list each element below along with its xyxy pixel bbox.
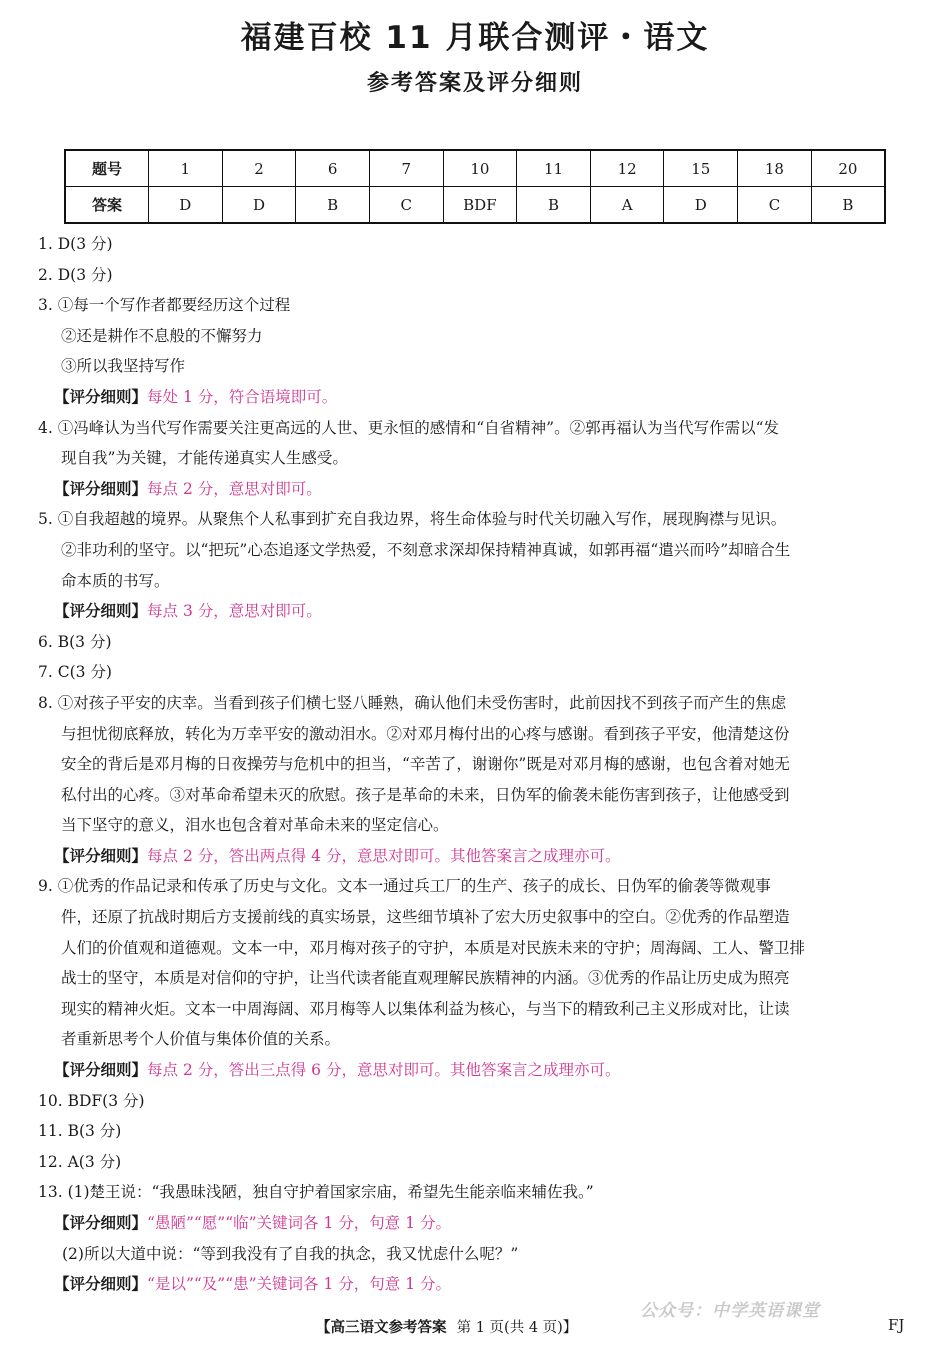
answer-line: 当下坚守的意义，泪水也包含着对革命未来的坚定信心。 xyxy=(61,816,449,835)
answer-line: 11. B(3 分) xyxy=(38,1122,122,1141)
footer-label xyxy=(316,1316,577,1337)
answer-line: 私付出的心疼。③对革命希望未灭的欣慰。孩子是革命的未来，日伪军的偷袭未能伤害到孩子，让他感受到 xyxy=(61,785,790,804)
scoring-rule-text: 每处 1 分，符合语境即可。 xyxy=(147,387,338,406)
answer-cell: BDF xyxy=(443,187,517,224)
answer-line: ③所以我坚持写作 xyxy=(61,357,186,376)
answer-cell: A xyxy=(590,187,664,224)
scoring-rule-text: “愚陋”“愿”“临”关键词各 1 分，句意 1 分。 xyxy=(147,1214,451,1232)
scoring-rule xyxy=(38,1208,914,1239)
answer-line: 2. D(3 分) xyxy=(38,265,113,284)
watermark: 公众号：中学英语课堂 xyxy=(640,1301,820,1321)
scoring-rule-label: 【评分细则】 xyxy=(54,479,148,498)
answer-cell: B xyxy=(296,187,370,224)
answer-line: 10. BDF(3 分) xyxy=(38,1091,145,1110)
question-number-row xyxy=(65,150,885,187)
answer-line: ②非功利的坚守。以“把玩”心态追逐文学热爱，不刻意求深却保持精神真诚，如郭再福“遣兴而吟”却暗合生 xyxy=(61,540,791,559)
answer-line: 与担忧彻底释放，转化为万幸平安的激动泪水。②对邓月梅付出的心疼与感谢。看到孩子平安，他清楚这份 xyxy=(61,724,790,743)
scoring-rule-label: 【评分细则】 xyxy=(54,602,148,621)
region-code: FJ xyxy=(888,1316,905,1334)
question-number-cell: 12 xyxy=(590,150,664,187)
question-number-cell: 11 xyxy=(517,150,591,187)
row-label-answer: 答案 xyxy=(65,187,149,224)
answer-line: ②还是耕作不息般的不懈努力 xyxy=(61,326,263,345)
footer-doc-name: 【高三语文参考答案 xyxy=(316,1320,447,1336)
answer-line: 8. ①对孩子平安的庆幸。当看到孩子们横七竖八睡熟，确认他们未受伤害时，此前因找不到孩子而产生的焦虑 xyxy=(38,693,787,712)
question-number-cell: 10 xyxy=(443,150,517,187)
question-number-cell: 2 xyxy=(222,150,296,187)
scoring-rule-label: 【评分细则】 xyxy=(54,1275,148,1294)
scoring-rule-text: 每点 2 分，意思对即可。 xyxy=(147,479,322,498)
answer-line: 3. ①每一个写作者都要经历这个过程 xyxy=(38,296,291,315)
answer-cell: C xyxy=(369,187,443,224)
question-number-cell: 1 xyxy=(149,150,223,187)
answer-line: 现实的精神火炬。文本一中周海阔、邓月梅等人以集体利益为核心，与当下的精致利己主义形成对比，让读 xyxy=(61,999,790,1018)
answer-cell: B xyxy=(517,187,591,224)
answer-line: 4. ①冯峰认为当代写作需要关注更高远的人世、更永恒的感情和“自省精神”。②郭再福认为当代写作需以“发 xyxy=(38,418,779,437)
scoring-rule-label: 【评分细则】 xyxy=(54,1214,148,1232)
answer-cell: D xyxy=(222,187,296,224)
scoring-rule-text: 每点 3 分，意思对即可。 xyxy=(147,602,322,621)
scoring-rule-label: 【评分细则】 xyxy=(54,1061,148,1080)
answer-cell: C xyxy=(738,187,812,224)
question-number-cell: 15 xyxy=(664,150,738,187)
answer-row xyxy=(65,187,885,224)
answer-line: 人们的价值观和道德观。文本一中，邓月梅对孩子的守护，本质是对民族未来的守护；周海阔、工人、警卫排 xyxy=(61,938,806,957)
question-number-cell: 20 xyxy=(811,150,885,187)
answer-line: 者重新思考个人价值与集体价值的关系。 xyxy=(61,1030,341,1049)
answer-line: 现自我”为关键，才能传递真实人生感受。 xyxy=(61,449,348,468)
scoring-rule-text: 每点 2 分，答出三点得 6 分，意思对即可。其他答案言之成理亦可。 xyxy=(147,1061,621,1080)
scoring-rule-text: 每点 2 分，答出两点得 4 分，意思对即可。其他答案言之成理亦可。 xyxy=(147,846,621,865)
answer-cell: B xyxy=(811,187,885,224)
answer-line: 13. (1)楚王说：“我愚昧浅陋，独自守护着国家宗庙，希望先生能亲临来辅佐我。” xyxy=(38,1183,594,1202)
scoring-rule xyxy=(38,474,914,505)
row-label-question-number: 题号 xyxy=(65,150,149,187)
answer-line: 命本质的书写。 xyxy=(61,571,170,590)
question-number-cell: 6 xyxy=(296,150,370,187)
question-number-cell: 18 xyxy=(738,150,812,187)
document-title: 福建百校 11 月联合测评・语文 xyxy=(240,20,710,56)
scoring-rule xyxy=(38,596,914,627)
answer-line: 战士的坚守，本质是对信仰的守护，让当代读者能直观理解民族精神的内涵。③优秀的作品让历史成为照亮 xyxy=(61,969,790,988)
scoring-rule-label: 【评分细则】 xyxy=(54,846,148,865)
page-footer xyxy=(0,1301,950,1342)
answer-line: 12. A(3 分) xyxy=(38,1152,122,1171)
answer-line: 9. ①优秀的作品记录和传承了历史与文化。文本一通过兵工厂的生产、孩子的成长、日伪军的偷袭等微观事 xyxy=(38,877,771,896)
answer-line: 安全的背后是邓月梅的日夜操劳与危机中的担当，“辛苦了，谢谢你”既是对邓月梅的感谢，也包含着对她无 xyxy=(61,755,790,774)
scoring-rule xyxy=(38,841,914,872)
answer-line: 6. B(3 分) xyxy=(38,632,112,651)
answer-line: 7. C(3 分) xyxy=(38,663,112,682)
page-number: 第 1 页(共 4 页)】 xyxy=(456,1320,578,1336)
scoring-rule-text: “是以”“及”“患”关键词各 1 分，句意 1 分。 xyxy=(147,1275,451,1294)
answer-line: 5. ①自我超越的境界。从聚焦个人私事到扩充自我边界，将生命体验与时代关切融入写作，展现胸襟与见识。 xyxy=(38,510,787,529)
answer-cell: D xyxy=(664,187,738,224)
answer-cell: D xyxy=(149,187,223,224)
answer-table xyxy=(64,149,886,224)
answer-line: (2)所以大道中说：“等到我没有了自我的执念，我又忧虑什么呢？” xyxy=(62,1244,519,1263)
scoring-rule xyxy=(38,1055,914,1086)
document-subtitle: 参考答案及评分细则 xyxy=(366,71,583,96)
answer-line: 1. D(3 分) xyxy=(38,235,113,253)
answer-line: 件，还原了抗战时期后方支援前线的真实场景，这些细节填补了宏大历史叙事中的空白。②优秀的作品塑造 xyxy=(61,908,790,927)
scoring-rule-label: 【评分细则】 xyxy=(54,387,148,406)
question-number-cell: 7 xyxy=(369,150,443,187)
answer-body xyxy=(38,229,914,1300)
scoring-rule xyxy=(38,382,914,413)
